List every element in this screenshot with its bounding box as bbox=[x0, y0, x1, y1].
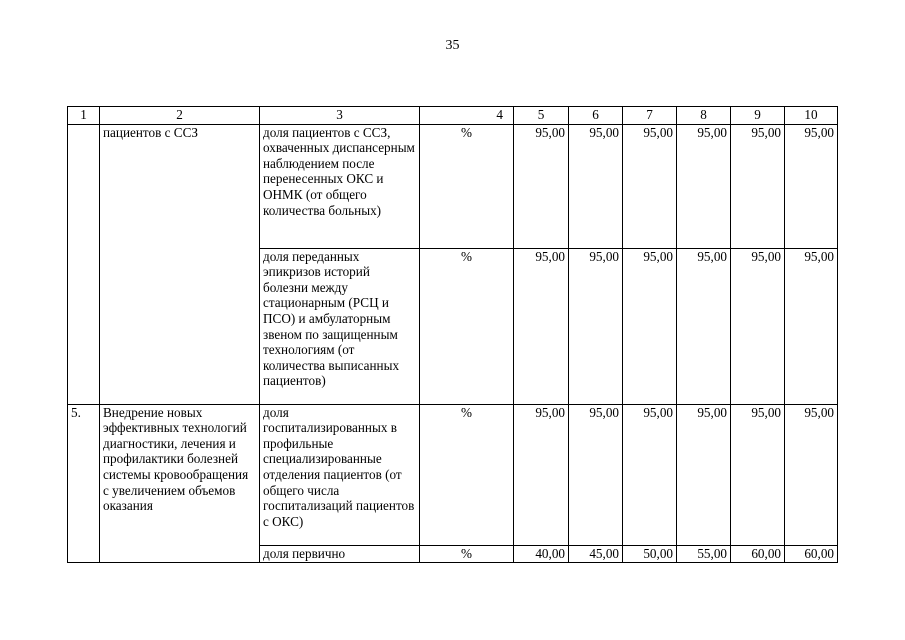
page-number: 35 bbox=[445, 38, 460, 53]
value-cell: 95,00 bbox=[731, 404, 785, 545]
unit-cell: % bbox=[420, 124, 514, 248]
value-cell: 95,00 bbox=[569, 124, 623, 248]
value-cell: 60,00 bbox=[785, 545, 838, 562]
indicators-table bbox=[67, 106, 838, 563]
indicator-cell: доля госпитализированных в профильные специализированные отделения пациентов (от общего числа госпитализаций пациентов с ОКС) bbox=[260, 404, 420, 545]
value-cell: 60,00 bbox=[731, 545, 785, 562]
column-number: 8 bbox=[677, 107, 731, 125]
value-cell: 55,00 bbox=[677, 545, 731, 562]
value-cell: 95,00 bbox=[623, 404, 677, 545]
column-number-row bbox=[68, 107, 838, 125]
table-row bbox=[68, 124, 838, 248]
column-number: 9 bbox=[731, 107, 785, 125]
indicator-cell: доля переданных эпикризов историй болезни между стационарным (РСЦ и ПСО) и амбулаторным звеном по защищенным технологиям (от количества выписанных пациентов) bbox=[260, 248, 420, 404]
value-cell: 95,00 bbox=[785, 404, 838, 545]
value-cell: 95,00 bbox=[514, 124, 569, 248]
value-cell: 95,00 bbox=[677, 248, 731, 404]
unit-cell: % bbox=[420, 545, 514, 562]
value-cell: 95,00 bbox=[514, 248, 569, 404]
task-cell: Внедрение новых эффективных технологий диагностики, лечения и профилактики болезней системы кровообращения с увеличением объемов оказания bbox=[100, 404, 260, 562]
value-cell: 95,00 bbox=[731, 124, 785, 248]
column-number: 6 bbox=[569, 107, 623, 125]
value-cell: 95,00 bbox=[785, 124, 838, 248]
value-cell: 95,00 bbox=[677, 404, 731, 545]
value-cell: 95,00 bbox=[623, 248, 677, 404]
unit-cell: % bbox=[420, 248, 514, 404]
indicator-cell: доля пациентов с ССЗ, охваченных диспансерным наблюдением после перенесенных ОКС и ОНМК (от общего количества больных) bbox=[260, 124, 420, 248]
value-cell: 50,00 bbox=[623, 545, 677, 562]
table-row bbox=[68, 404, 838, 545]
column-number: 2 bbox=[100, 107, 260, 125]
value-cell: 95,00 bbox=[569, 248, 623, 404]
column-number: 10 bbox=[785, 107, 838, 125]
value-cell: 45,00 bbox=[569, 545, 623, 562]
value-cell: 95,00 bbox=[623, 124, 677, 248]
column-number: 7 bbox=[623, 107, 677, 125]
column-number: 3 bbox=[260, 107, 420, 125]
row-number: 5. bbox=[68, 404, 100, 562]
value-cell: 95,00 bbox=[677, 124, 731, 248]
value-cell: 95,00 bbox=[514, 404, 569, 545]
unit-cell: % bbox=[420, 404, 514, 545]
value-cell: 95,00 bbox=[731, 248, 785, 404]
value-cell: 40,00 bbox=[514, 545, 569, 562]
column-number: 1 bbox=[68, 107, 100, 125]
column-number: 5 bbox=[514, 107, 569, 125]
column-number: 4 bbox=[420, 107, 514, 125]
value-cell: 95,00 bbox=[569, 404, 623, 545]
row-number bbox=[68, 124, 100, 404]
task-cell: пациентов с ССЗ bbox=[100, 124, 260, 404]
value-cell: 95,00 bbox=[785, 248, 838, 404]
indicator-cell: доля первично bbox=[260, 545, 420, 562]
